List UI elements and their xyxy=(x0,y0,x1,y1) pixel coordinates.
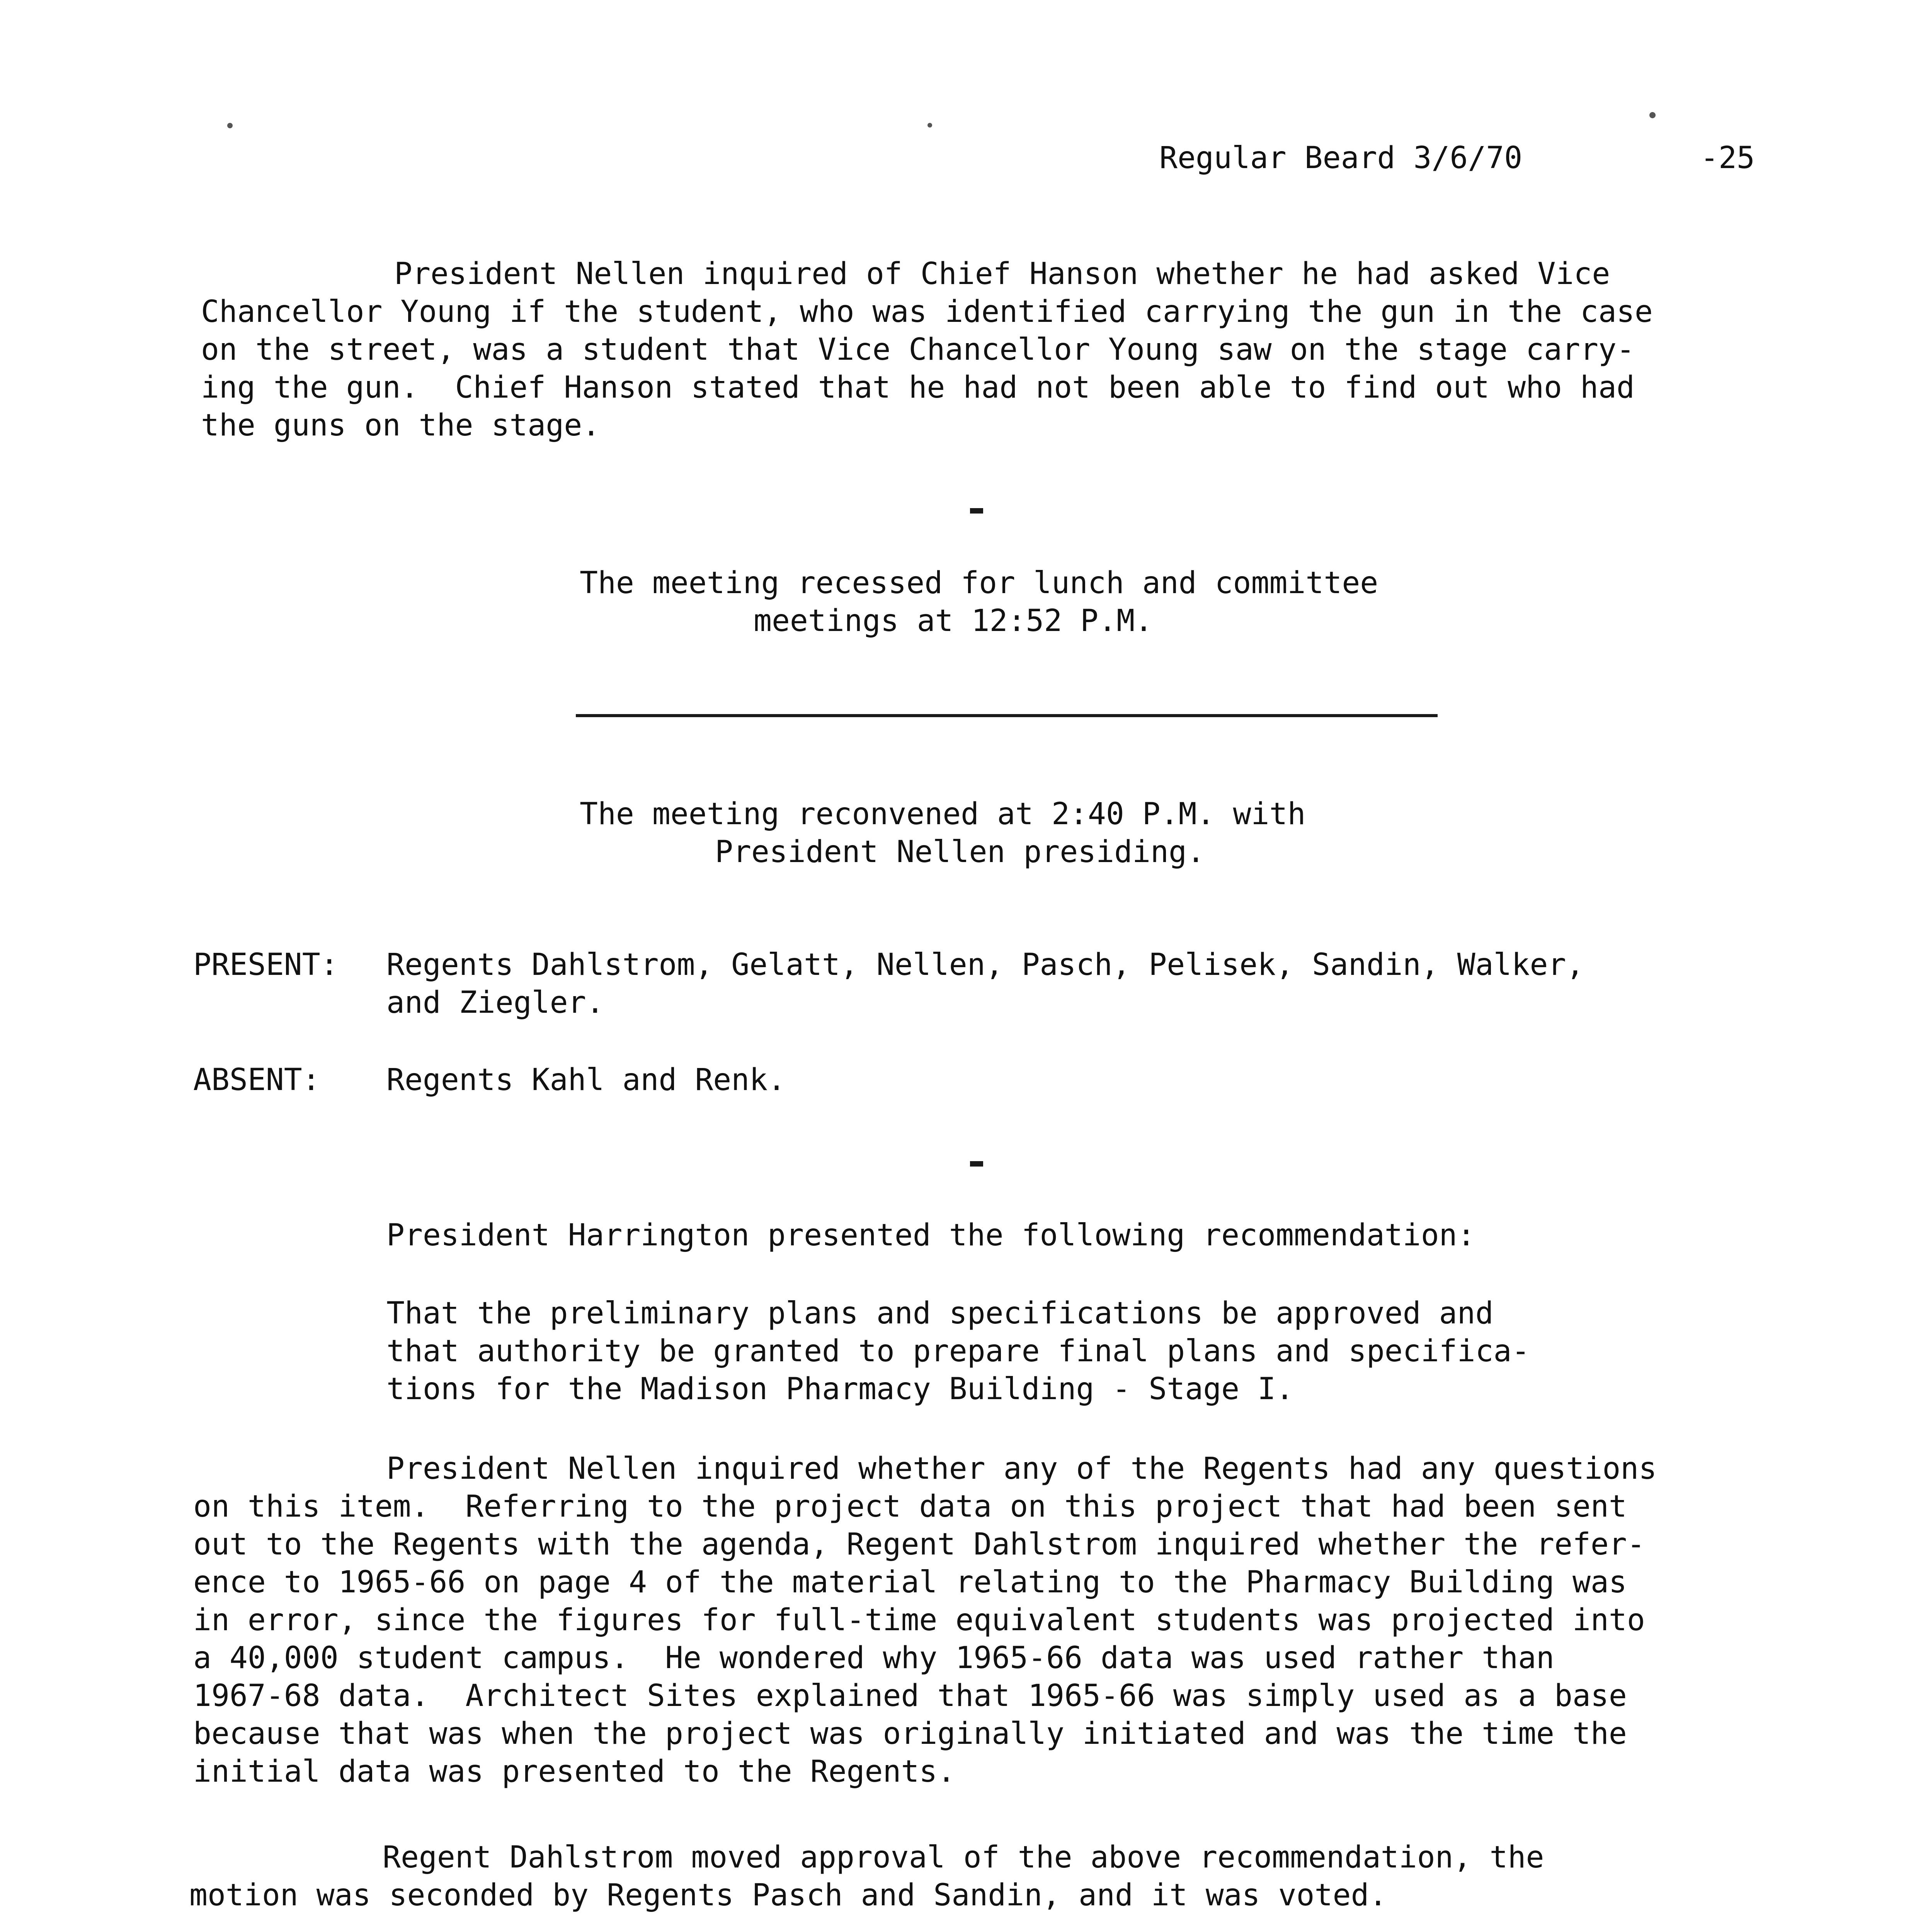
section-divider-dash xyxy=(970,508,983,514)
text-line: on this item. Referring to the project data on this project that had been sent xyxy=(193,1489,1627,1524)
recommendation-1-intro: President Harrington presented the following recommendation: xyxy=(386,1218,1475,1253)
horizontal-rule xyxy=(576,714,1438,717)
text-line: the guns on the stage. xyxy=(201,408,601,443)
text-line: out to the Regents with the agenda, Regent Dahlstrom inquired whether the refer- xyxy=(193,1527,1645,1562)
text-line: ence to 1965-66 on page 4 of the material relating to the Pharmacy Building was xyxy=(193,1565,1627,1600)
text-line: that authority be granted to prepare final plans and specifica- xyxy=(386,1334,1530,1369)
text-line: Chancellor Young if the student, who was identified carrying the gun in the case xyxy=(201,294,1653,329)
recess-line-2: meetings at 12:52 P.M. xyxy=(754,604,1153,638)
text-line: 1967-68 data. Architect Sites explained that 1965-66 was simply used as a base xyxy=(193,1679,1627,1713)
present-label: PRESENT: xyxy=(193,947,339,982)
text-line: on the street, was a student that Vice Chancellor Young saw on the stage carry- xyxy=(201,332,1635,367)
text-line: That the preliminary plans and specifications be approved and xyxy=(386,1296,1494,1331)
text-line: Regent Dahlstrom moved approval of the above recommendation, the xyxy=(383,1840,1544,1875)
text-line: ing the gun. Chief Hanson stated that he had not been able to find out who had xyxy=(201,370,1635,405)
absent-line: Regents Kahl and Renk. xyxy=(386,1063,786,1097)
section-divider-dash xyxy=(970,1161,983,1167)
text-line: President Nellen inquired of Chief Hanson whether he had asked Vice xyxy=(394,257,1610,291)
reconvene-line-2: President Nellen presiding. xyxy=(715,835,1205,869)
text-line: tions for the Madison Pharmacy Building - Stage I. xyxy=(386,1372,1294,1406)
scan-speck xyxy=(927,123,932,128)
reconvene-line-1: The meeting reconvened at 2:40 P.M. with xyxy=(580,797,1306,832)
present-line-1: Regents Dahlstrom, Gelatt, Nellen, Pasch, Pelisek, Sandin, Walker, xyxy=(386,947,1584,982)
scan-speck xyxy=(227,123,233,128)
header-page-number: -25 xyxy=(1700,141,1755,175)
text-line: because that was when the project was originally initiated and was the time the xyxy=(193,1716,1627,1751)
text-line: initial data was presented to the Regents. xyxy=(193,1754,956,1789)
absent-label: ABSENT: xyxy=(193,1063,320,1097)
recess-line-1: The meeting recessed for lunch and committee xyxy=(580,566,1378,600)
present-line-2: and Ziegler. xyxy=(386,985,604,1020)
header-title: Regular Beard 3/6/70 xyxy=(1159,141,1523,175)
scan-speck xyxy=(1649,112,1656,118)
text-line: motion was seconded by Regents Pasch and Sandin, and it was voted. xyxy=(189,1878,1387,1913)
text-line: in error, since the figures for full-time equivalent students was projected into xyxy=(193,1603,1645,1638)
text-line: a 40,000 student campus. He wondered why 1965-66 data was used rather than xyxy=(193,1641,1554,1675)
text-line: President Nellen inquired whether any of the Regents had any questions xyxy=(386,1451,1657,1486)
